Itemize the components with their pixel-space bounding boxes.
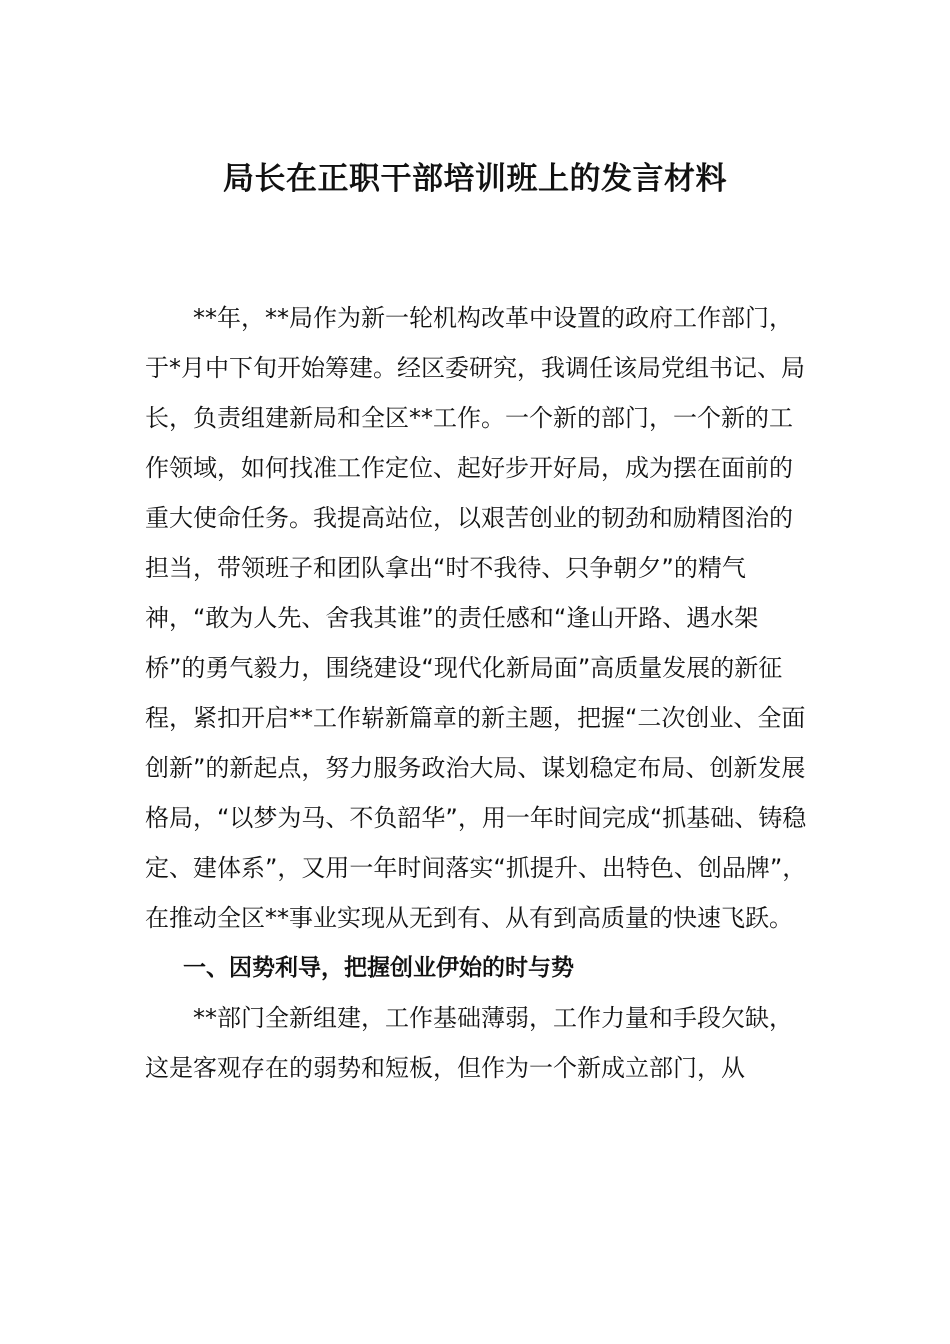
document-title: 局长在正职干部培训班上的发言材料 bbox=[223, 161, 727, 197]
body-paragraph: **部门全新组建，工作基础薄弱，工作力量和手段欠缺，这是客观存在的弱势和短板，但作为一个新成立部门，从 bbox=[145, 1004, 793, 1082]
body-paragraph: **年，**局作为新一轮机构改革中设置的政府工作部门，于*月中下旬开始筹建。经区委研究，我调任该局党组书记、局长，负责组建新局和全区**工作。一个新的部门，一个新的工作领域，如何找准工作定位、起好步开好局，成为摆在面前的重大使命任务。我提高站位，以艰苦创业的韧劲和励精图治的担当，带领班子和团队拿出“时不我待、只争朝夕”的精气神，“敢为人先、舍我其谁”的责任感和“逢山开路、遇水架桥”的勇气毅力，围绕建设“现代化新局面”高质量发展的新征程，紧扣开启**工作崭新篇章的新主题，把握“二次创业、全面创新”的新起点，努力服务政治大局、谋划稳定布局、创新发展格局，“以梦为马、不负韶华”，用一年时间完成“抓基础、铸稳定、建体系”，又用一年时间落实“抓提升、出特色、创品牌”，在推动全区**事业实现从无到有、从有到高质量的快速飞跃。 bbox=[145, 304, 807, 932]
section-heading: 一、因势利导，把握创业伊始的时与势 bbox=[183, 955, 574, 981]
document-body bbox=[145, 293, 815, 1093]
